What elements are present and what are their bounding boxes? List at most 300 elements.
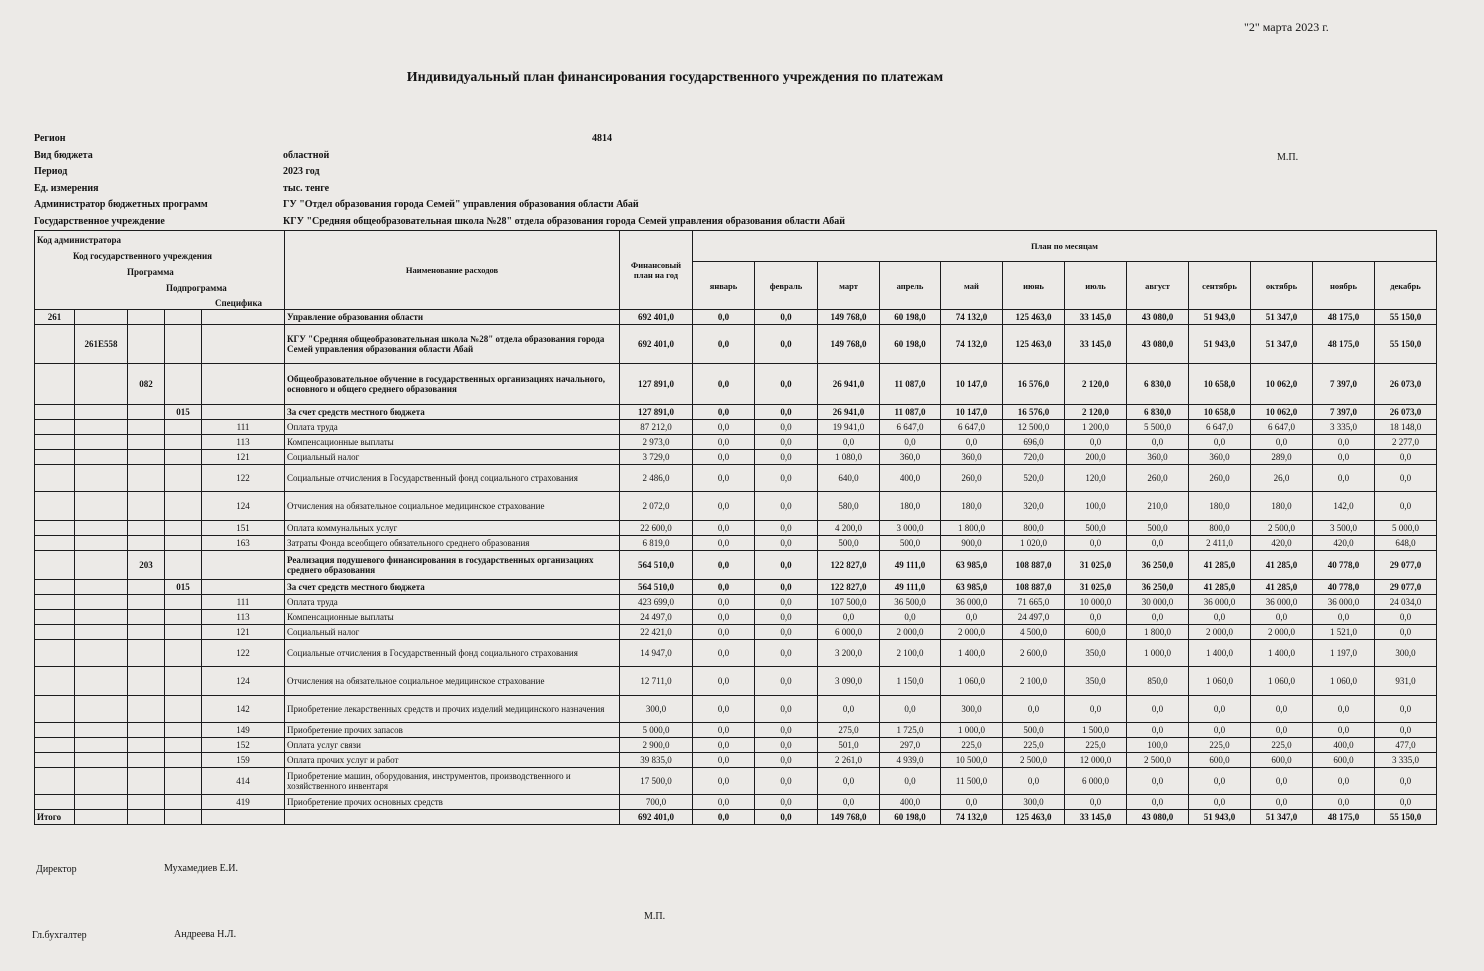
month-value-cell: 36 000,0 bbox=[1189, 595, 1251, 610]
program-cell bbox=[128, 753, 165, 768]
month-value-cell: 71 665,0 bbox=[1003, 595, 1065, 610]
specific-cell: 124 bbox=[202, 667, 285, 696]
expense-name-cell: Отчисления на обязательное социальное медицинское страхование bbox=[285, 667, 620, 696]
month-value-cell: 36 250,0 bbox=[1127, 580, 1189, 595]
month-value-cell: 33 145,0 bbox=[1065, 325, 1127, 364]
subprogram-cell bbox=[165, 450, 202, 465]
month-value-cell: 0,0 bbox=[1127, 610, 1189, 625]
month-value-cell: 10 147,0 bbox=[941, 364, 1003, 405]
program-cell: 082 bbox=[128, 364, 165, 405]
specific-cell bbox=[202, 364, 285, 405]
month-value-cell: 26,0 bbox=[1251, 465, 1313, 492]
specific-cell bbox=[202, 551, 285, 580]
month-value-cell: 51 347,0 bbox=[1251, 325, 1313, 364]
month-value-cell: 0,0 bbox=[818, 610, 880, 625]
month-value-cell: 33 145,0 bbox=[1065, 310, 1127, 325]
month-value-cell: 41 285,0 bbox=[1251, 580, 1313, 595]
month-value-cell: 3 335,0 bbox=[1313, 420, 1375, 435]
month-value-cell: 4 939,0 bbox=[880, 753, 941, 768]
subprogram-cell bbox=[165, 364, 202, 405]
month-value-cell: 320,0 bbox=[1003, 492, 1065, 521]
month-value-cell: 41 285,0 bbox=[1251, 551, 1313, 580]
specific-cell: 142 bbox=[202, 696, 285, 723]
unit-label: Ед. измерения bbox=[34, 183, 99, 194]
code-institution-cell bbox=[75, 551, 128, 580]
specific-cell bbox=[202, 325, 285, 364]
subprogram-cell bbox=[165, 795, 202, 810]
month-value-cell: 225,0 bbox=[941, 738, 1003, 753]
code-admin-cell bbox=[35, 521, 75, 536]
month-value-cell: 2 277,0 bbox=[1375, 435, 1437, 450]
subprogram-cell bbox=[165, 667, 202, 696]
month-value-cell: 125 463,0 bbox=[1003, 310, 1065, 325]
month-value-cell: 0,0 bbox=[1003, 696, 1065, 723]
expense-name-cell: Социальные отчисления в Государственный фонд социального страхования bbox=[285, 640, 620, 667]
month-value-cell: 180,0 bbox=[1251, 492, 1313, 521]
month-value-cell: 1 000,0 bbox=[1127, 640, 1189, 667]
month-value-cell: 2 100,0 bbox=[1003, 667, 1065, 696]
table-row bbox=[35, 723, 1437, 738]
code-admin-cell: 261 bbox=[35, 310, 75, 325]
code-admin-cell bbox=[35, 364, 75, 405]
empty-cell bbox=[202, 810, 285, 825]
expense-name-cell: Реализация подушевого финансирования в государственных организациях среднего образования bbox=[285, 551, 620, 580]
month-value-cell: 48 175,0 bbox=[1313, 325, 1375, 364]
code-institution-cell bbox=[75, 753, 128, 768]
code-institution-cell bbox=[75, 405, 128, 420]
month-value-cell: 0,0 bbox=[693, 640, 755, 667]
month-value-cell: 0,0 bbox=[693, 667, 755, 696]
subprogram-cell bbox=[165, 435, 202, 450]
month-value-cell: 0,0 bbox=[755, 795, 818, 810]
month-value-cell: 2 100,0 bbox=[880, 640, 941, 667]
header-specific: Специфика bbox=[215, 298, 263, 308]
month-value-cell: 0,0 bbox=[1065, 696, 1127, 723]
header-monthly-plan: План по месяцам bbox=[693, 231, 1437, 262]
header-month: август bbox=[1127, 262, 1189, 310]
header-month: май bbox=[941, 262, 1003, 310]
empty-cell bbox=[75, 810, 128, 825]
month-value-cell: 0,0 bbox=[693, 364, 755, 405]
month-value-cell: 41 285,0 bbox=[1189, 551, 1251, 580]
month-value-cell: 6 647,0 bbox=[941, 420, 1003, 435]
code-institution-cell bbox=[75, 450, 128, 465]
code-institution-cell bbox=[75, 521, 128, 536]
month-value-cell: 0,0 bbox=[755, 536, 818, 551]
month-value-cell: 7 397,0 bbox=[1313, 364, 1375, 405]
month-value-cell: 36 000,0 bbox=[1251, 595, 1313, 610]
table-row bbox=[35, 465, 1437, 492]
month-value-cell: 0,0 bbox=[1313, 435, 1375, 450]
expense-name-cell: Приобретение лекарственных средств и прочих изделий медицинского назначения bbox=[285, 696, 620, 723]
code-admin-cell bbox=[35, 435, 75, 450]
specific-cell: 149 bbox=[202, 723, 285, 738]
month-value-cell: 0,0 bbox=[755, 325, 818, 364]
grand-total-cell: 692 401,0 bbox=[620, 810, 693, 825]
month-value-cell: 0,0 bbox=[1127, 696, 1189, 723]
month-value-cell: 0,0 bbox=[1127, 795, 1189, 810]
header-month: июль bbox=[1065, 262, 1127, 310]
month-value-cell: 0,0 bbox=[1065, 610, 1127, 625]
annual-total-cell: 22 421,0 bbox=[620, 625, 693, 640]
subprogram-cell bbox=[165, 551, 202, 580]
program-cell bbox=[128, 667, 165, 696]
specific-cell bbox=[202, 405, 285, 420]
month-value-cell: 360,0 bbox=[1127, 450, 1189, 465]
empty-cell bbox=[165, 810, 202, 825]
month-value-cell: 31 025,0 bbox=[1065, 551, 1127, 580]
code-institution-cell: 261E558 bbox=[75, 325, 128, 364]
month-value-cell: 10 062,0 bbox=[1251, 405, 1313, 420]
code-admin-cell bbox=[35, 610, 75, 625]
month-value-cell: 420,0 bbox=[1251, 536, 1313, 551]
code-institution-cell bbox=[75, 610, 128, 625]
expense-name-cell: Социальный налог bbox=[285, 625, 620, 640]
month-value-cell: 0,0 bbox=[880, 768, 941, 795]
month-value-cell: 200,0 bbox=[1065, 450, 1127, 465]
month-value-cell: 108 887,0 bbox=[1003, 580, 1065, 595]
table-row bbox=[35, 551, 1437, 580]
month-value-cell: 720,0 bbox=[1003, 450, 1065, 465]
code-admin-cell bbox=[35, 492, 75, 521]
month-value-cell: 4 200,0 bbox=[818, 521, 880, 536]
month-value-cell: 7 397,0 bbox=[1313, 405, 1375, 420]
code-admin-cell bbox=[35, 536, 75, 551]
month-value-cell: 3 090,0 bbox=[818, 667, 880, 696]
month-value-cell: 0,0 bbox=[693, 795, 755, 810]
month-value-cell: 0,0 bbox=[693, 696, 755, 723]
month-value-cell: 125 463,0 bbox=[1003, 325, 1065, 364]
month-value-cell: 400,0 bbox=[880, 465, 941, 492]
month-value-cell: 0,0 bbox=[1065, 795, 1127, 810]
code-institution-cell bbox=[75, 420, 128, 435]
month-value-cell: 122 827,0 bbox=[818, 551, 880, 580]
annual-total-cell: 300,0 bbox=[620, 696, 693, 723]
expense-name-cell: Социальный налог bbox=[285, 450, 620, 465]
month-value-cell: 5 500,0 bbox=[1127, 420, 1189, 435]
subprogram-cell: 015 bbox=[165, 580, 202, 595]
code-institution-cell bbox=[75, 795, 128, 810]
budget-value: областной bbox=[283, 150, 330, 161]
month-value-cell: 2 000,0 bbox=[941, 625, 1003, 640]
month-value-cell: 108 887,0 bbox=[1003, 551, 1065, 580]
total-month-cell: 33 145,0 bbox=[1065, 810, 1127, 825]
month-value-cell: 51 347,0 bbox=[1251, 310, 1313, 325]
expense-name-cell: За счет средств местного бюджета bbox=[285, 405, 620, 420]
month-value-cell: 0,0 bbox=[1375, 450, 1437, 465]
month-value-cell: 0,0 bbox=[755, 768, 818, 795]
accountant-label: Гл.бухгалтер bbox=[32, 930, 87, 941]
code-institution-cell bbox=[75, 738, 128, 753]
subprogram-cell bbox=[165, 310, 202, 325]
code-institution-cell bbox=[75, 310, 128, 325]
table-row bbox=[35, 610, 1437, 625]
table-row bbox=[35, 753, 1437, 768]
header-expense-name: Наименование расходов bbox=[285, 231, 620, 310]
total-month-cell: 43 080,0 bbox=[1127, 810, 1189, 825]
month-value-cell: 1 800,0 bbox=[941, 521, 1003, 536]
month-value-cell: 0,0 bbox=[693, 465, 755, 492]
month-value-cell: 0,0 bbox=[693, 536, 755, 551]
month-value-cell: 420,0 bbox=[1313, 536, 1375, 551]
month-value-cell: 0,0 bbox=[755, 420, 818, 435]
specific-cell: 152 bbox=[202, 738, 285, 753]
month-value-cell: 500,0 bbox=[1003, 723, 1065, 738]
month-value-cell: 696,0 bbox=[1003, 435, 1065, 450]
program-cell bbox=[128, 625, 165, 640]
annual-total-cell: 700,0 bbox=[620, 795, 693, 810]
annual-total-cell: 39 835,0 bbox=[620, 753, 693, 768]
month-value-cell: 800,0 bbox=[1189, 521, 1251, 536]
month-value-cell: 1 060,0 bbox=[1189, 667, 1251, 696]
month-value-cell: 0,0 bbox=[941, 795, 1003, 810]
month-value-cell: 0,0 bbox=[755, 450, 818, 465]
month-value-cell: 1 400,0 bbox=[1251, 640, 1313, 667]
month-value-cell: 501,0 bbox=[818, 738, 880, 753]
month-value-cell: 30 000,0 bbox=[1127, 595, 1189, 610]
month-value-cell: 142,0 bbox=[1313, 492, 1375, 521]
header-month: апрель bbox=[880, 262, 941, 310]
month-value-cell: 3 000,0 bbox=[880, 521, 941, 536]
month-value-cell: 0,0 bbox=[755, 310, 818, 325]
month-value-cell: 63 985,0 bbox=[941, 580, 1003, 595]
header-month: февраль bbox=[755, 262, 818, 310]
code-admin-cell bbox=[35, 723, 75, 738]
month-value-cell: 3 200,0 bbox=[818, 640, 880, 667]
month-value-cell: 1 060,0 bbox=[1251, 667, 1313, 696]
subprogram-cell bbox=[165, 595, 202, 610]
expense-name-cell: Управление образования области bbox=[285, 310, 620, 325]
empty-cell bbox=[285, 810, 620, 825]
month-value-cell: 6 647,0 bbox=[880, 420, 941, 435]
month-value-cell: 24 497,0 bbox=[1003, 610, 1065, 625]
month-value-cell: 1 020,0 bbox=[1003, 536, 1065, 551]
month-value-cell: 225,0 bbox=[1003, 738, 1065, 753]
month-value-cell: 0,0 bbox=[1313, 450, 1375, 465]
month-value-cell: 100,0 bbox=[1127, 738, 1189, 753]
month-value-cell: 0,0 bbox=[818, 696, 880, 723]
month-value-cell: 0,0 bbox=[1375, 625, 1437, 640]
expense-name-cell: Отчисления на обязательное социальное медицинское страхование bbox=[285, 492, 620, 521]
month-value-cell: 43 080,0 bbox=[1127, 310, 1189, 325]
table-row bbox=[35, 696, 1437, 723]
expense-name-cell: Приобретение прочих запасов bbox=[285, 723, 620, 738]
month-value-cell: 10 658,0 bbox=[1189, 364, 1251, 405]
month-value-cell: 500,0 bbox=[1127, 521, 1189, 536]
institution-value: КГУ "Средняя общеобразовательная школа №28" отдела образования города Семей управления образования области Абай bbox=[283, 216, 846, 227]
expense-name-cell: Компенсационные выплаты bbox=[285, 610, 620, 625]
month-value-cell: 0,0 bbox=[1375, 610, 1437, 625]
month-value-cell: 1 197,0 bbox=[1313, 640, 1375, 667]
code-admin-cell bbox=[35, 420, 75, 435]
month-value-cell: 1 725,0 bbox=[880, 723, 941, 738]
code-institution-cell bbox=[75, 768, 128, 795]
program-cell bbox=[128, 405, 165, 420]
month-value-cell: 300,0 bbox=[1375, 640, 1437, 667]
specific-cell: 163 bbox=[202, 536, 285, 551]
annual-total-cell: 692 401,0 bbox=[620, 310, 693, 325]
month-value-cell: 600,0 bbox=[1313, 753, 1375, 768]
specific-cell bbox=[202, 580, 285, 595]
month-value-cell: 0,0 bbox=[693, 310, 755, 325]
month-value-cell: 0,0 bbox=[818, 795, 880, 810]
code-institution-cell bbox=[75, 625, 128, 640]
code-institution-cell bbox=[75, 696, 128, 723]
month-value-cell: 0,0 bbox=[693, 420, 755, 435]
month-value-cell: 11 087,0 bbox=[880, 364, 941, 405]
month-value-cell: 180,0 bbox=[941, 492, 1003, 521]
month-value-cell: 1 200,0 bbox=[1065, 420, 1127, 435]
month-value-cell: 800,0 bbox=[1003, 521, 1065, 536]
month-value-cell: 0,0 bbox=[1065, 435, 1127, 450]
month-value-cell: 10 062,0 bbox=[1251, 364, 1313, 405]
table-row bbox=[35, 625, 1437, 640]
month-value-cell: 850,0 bbox=[1127, 667, 1189, 696]
month-value-cell: 12 000,0 bbox=[1065, 753, 1127, 768]
annual-total-cell: 423 699,0 bbox=[620, 595, 693, 610]
region-value: 4814 bbox=[592, 133, 612, 144]
month-value-cell: 0,0 bbox=[755, 435, 818, 450]
month-value-cell: 6 830,0 bbox=[1127, 405, 1189, 420]
month-value-cell: 1 400,0 bbox=[1189, 640, 1251, 667]
subprogram-cell bbox=[165, 696, 202, 723]
month-value-cell: 16 576,0 bbox=[1003, 364, 1065, 405]
expense-name-cell: Общеобразовательное обучение в государственных организациях начального, основного и общего среднего образования bbox=[285, 364, 620, 405]
month-value-cell: 289,0 bbox=[1251, 450, 1313, 465]
subprogram-cell bbox=[165, 723, 202, 738]
table-row bbox=[35, 595, 1437, 610]
month-value-cell: 1 800,0 bbox=[1127, 625, 1189, 640]
code-institution-cell bbox=[75, 723, 128, 738]
month-value-cell: 0,0 bbox=[755, 738, 818, 753]
annual-total-cell: 12 711,0 bbox=[620, 667, 693, 696]
month-value-cell: 18 148,0 bbox=[1375, 420, 1437, 435]
month-value-cell: 24 034,0 bbox=[1375, 595, 1437, 610]
month-value-cell: 1 060,0 bbox=[941, 667, 1003, 696]
month-value-cell: 43 080,0 bbox=[1127, 325, 1189, 364]
month-value-cell: 26 941,0 bbox=[818, 364, 880, 405]
month-value-cell: 0,0 bbox=[1313, 465, 1375, 492]
expense-name-cell: Оплата услуг связи bbox=[285, 738, 620, 753]
header-fin-plan: Финансовый план на год bbox=[620, 231, 693, 310]
month-value-cell: 0,0 bbox=[880, 610, 941, 625]
program-cell bbox=[128, 435, 165, 450]
month-value-cell: 0,0 bbox=[1189, 610, 1251, 625]
month-value-cell: 2 500,0 bbox=[1127, 753, 1189, 768]
code-institution-cell bbox=[75, 580, 128, 595]
expense-name-cell: Социальные отчисления в Государственный фонд социального страхования bbox=[285, 465, 620, 492]
month-value-cell: 300,0 bbox=[941, 696, 1003, 723]
total-month-cell: 51 347,0 bbox=[1251, 810, 1313, 825]
month-value-cell: 29 077,0 bbox=[1375, 580, 1437, 595]
month-value-cell: 0,0 bbox=[1251, 723, 1313, 738]
month-value-cell: 0,0 bbox=[693, 492, 755, 521]
table-row bbox=[35, 492, 1437, 521]
code-admin-cell bbox=[35, 450, 75, 465]
month-value-cell: 500,0 bbox=[880, 536, 941, 551]
month-value-cell: 74 132,0 bbox=[941, 325, 1003, 364]
specific-cell: 124 bbox=[202, 492, 285, 521]
month-value-cell: 0,0 bbox=[755, 610, 818, 625]
program-cell bbox=[128, 325, 165, 364]
period-label: Период bbox=[34, 166, 68, 177]
month-value-cell: 0,0 bbox=[1313, 696, 1375, 723]
month-value-cell: 0,0 bbox=[818, 768, 880, 795]
month-value-cell: 6 000,0 bbox=[818, 625, 880, 640]
month-value-cell: 600,0 bbox=[1251, 753, 1313, 768]
month-value-cell: 122 827,0 bbox=[818, 580, 880, 595]
program-cell bbox=[128, 795, 165, 810]
month-value-cell: 900,0 bbox=[941, 536, 1003, 551]
table-row bbox=[35, 325, 1437, 364]
subprogram-cell bbox=[165, 753, 202, 768]
expense-name-cell: Оплата коммунальных услуг bbox=[285, 521, 620, 536]
table-row bbox=[35, 364, 1437, 405]
month-value-cell: 180,0 bbox=[1189, 492, 1251, 521]
month-value-cell: 1 060,0 bbox=[1313, 667, 1375, 696]
annual-total-cell: 24 497,0 bbox=[620, 610, 693, 625]
stamp-place-bottom: М.П. bbox=[644, 911, 666, 922]
program-cell bbox=[128, 310, 165, 325]
header-month: март bbox=[818, 262, 880, 310]
month-value-cell: 0,0 bbox=[693, 435, 755, 450]
specific-cell bbox=[202, 310, 285, 325]
month-value-cell: 360,0 bbox=[880, 450, 941, 465]
code-admin-cell bbox=[35, 625, 75, 640]
annual-total-cell: 564 510,0 bbox=[620, 580, 693, 595]
expense-name-cell: Приобретение машин, оборудования, инструментов, производственного и хозяйственного инвентаря bbox=[285, 768, 620, 795]
financing-plan-table bbox=[34, 230, 1437, 825]
subprogram-cell bbox=[165, 492, 202, 521]
month-value-cell: 0,0 bbox=[1313, 723, 1375, 738]
month-value-cell: 26 941,0 bbox=[818, 405, 880, 420]
month-value-cell: 149 768,0 bbox=[818, 325, 880, 364]
month-value-cell: 1 150,0 bbox=[880, 667, 941, 696]
total-month-cell: 125 463,0 bbox=[1003, 810, 1065, 825]
specific-cell: 414 bbox=[202, 768, 285, 795]
month-value-cell: 0,0 bbox=[941, 610, 1003, 625]
header-code-institution: Код государственного учреждения bbox=[73, 251, 212, 261]
table-row bbox=[35, 405, 1437, 420]
code-institution-cell bbox=[75, 435, 128, 450]
month-value-cell: 1 400,0 bbox=[941, 640, 1003, 667]
program-cell bbox=[128, 465, 165, 492]
director-label: Директор bbox=[36, 864, 77, 875]
month-value-cell: 149 768,0 bbox=[818, 310, 880, 325]
month-value-cell: 60 198,0 bbox=[880, 325, 941, 364]
month-value-cell: 63 985,0 bbox=[941, 551, 1003, 580]
expense-name-cell: Компенсационные выплаты bbox=[285, 435, 620, 450]
program-cell bbox=[128, 738, 165, 753]
budget-label: Вид бюджета bbox=[34, 150, 93, 161]
month-value-cell: 0,0 bbox=[693, 768, 755, 795]
program-cell bbox=[128, 768, 165, 795]
specific-cell: 121 bbox=[202, 450, 285, 465]
expense-name-cell: Оплата труда bbox=[285, 595, 620, 610]
total-month-cell: 74 132,0 bbox=[941, 810, 1003, 825]
month-value-cell: 0,0 bbox=[1375, 795, 1437, 810]
month-value-cell: 0,0 bbox=[1189, 696, 1251, 723]
month-value-cell: 0,0 bbox=[755, 723, 818, 738]
table-row bbox=[35, 435, 1437, 450]
month-value-cell: 36 500,0 bbox=[880, 595, 941, 610]
month-value-cell: 0,0 bbox=[1189, 723, 1251, 738]
month-value-cell: 0,0 bbox=[755, 580, 818, 595]
annual-total-cell: 564 510,0 bbox=[620, 551, 693, 580]
program-cell bbox=[128, 492, 165, 521]
month-value-cell: 0,0 bbox=[693, 551, 755, 580]
month-value-cell: 0,0 bbox=[755, 667, 818, 696]
